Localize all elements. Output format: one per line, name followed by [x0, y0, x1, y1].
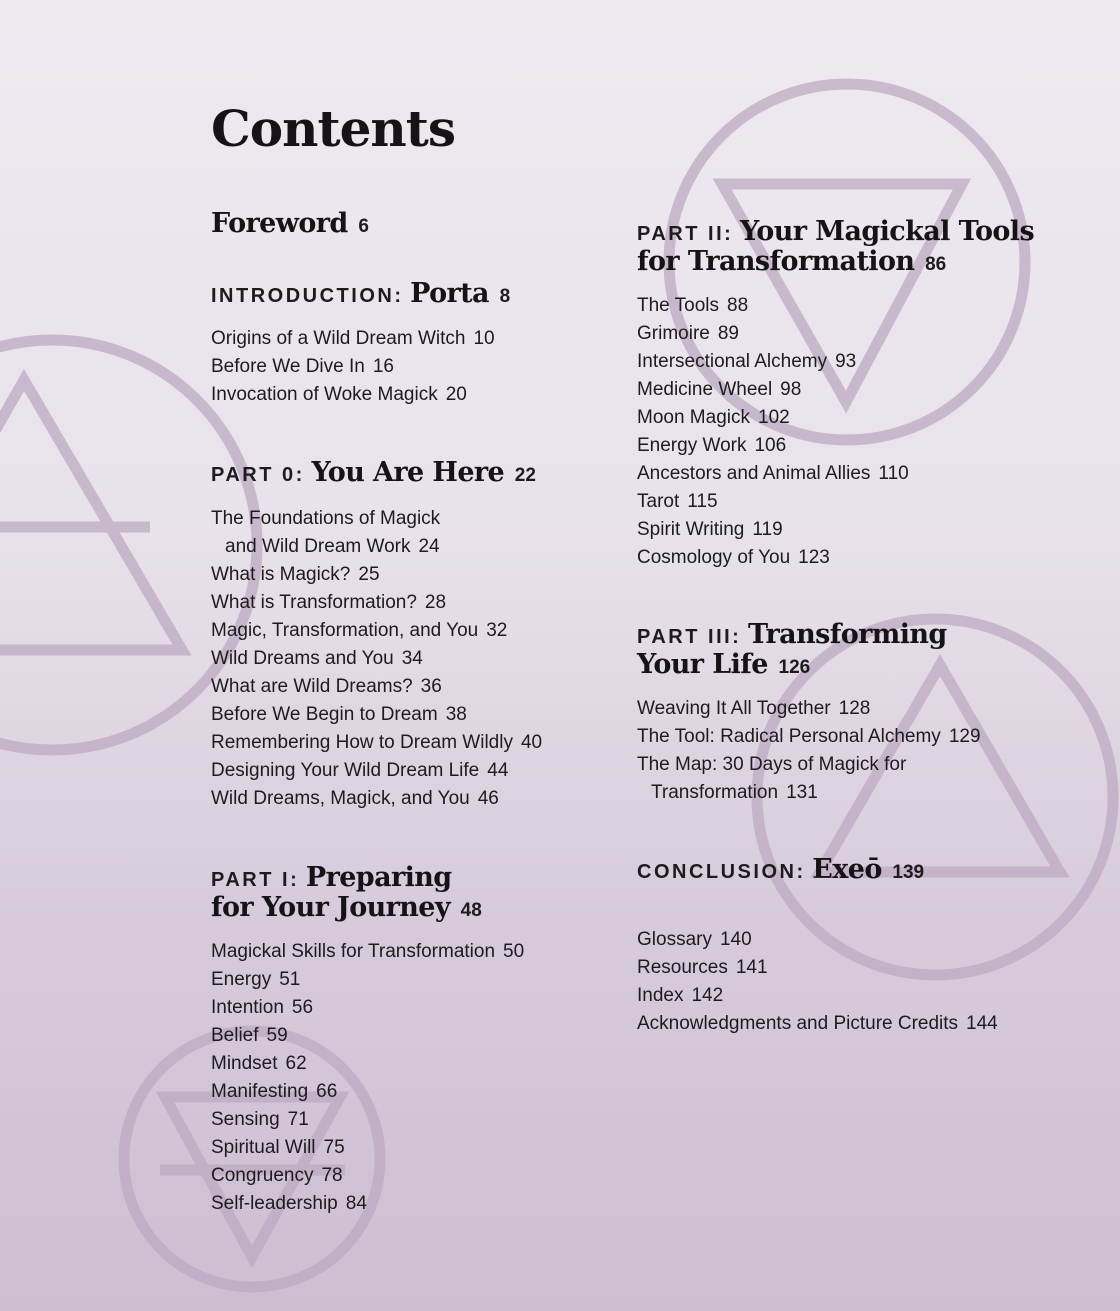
entry-page-number: 59 [266, 1025, 288, 1046]
section-prefix: PART III: [637, 626, 742, 648]
entry-page-number: 75 [323, 1137, 345, 1158]
section-backmatter [637, 926, 998, 1038]
section-page: 86 [925, 254, 947, 275]
entry-title: Index [637, 985, 684, 1006]
entry-title: The Tools [637, 295, 720, 316]
entry-title: and Wild Dream Work [225, 536, 411, 557]
entry-title: Spirit Writing [637, 519, 745, 540]
entry-page-number: 38 [445, 704, 467, 725]
section-prefix: PART II: [637, 223, 734, 245]
section-heading[interactable] [637, 856, 924, 887]
toc-entry[interactable] [637, 544, 1034, 572]
section-part-3 [637, 621, 981, 807]
entry-title: Manifesting [211, 1081, 309, 1102]
toc-entry[interactable] [637, 1010, 998, 1038]
entry-list [211, 505, 542, 813]
entry-page-number: 25 [358, 564, 380, 585]
section-introduction [211, 280, 510, 409]
toc-entry[interactable] [637, 723, 981, 751]
entry-page-number: 89 [717, 323, 739, 344]
entry-page-number: 110 [878, 463, 909, 484]
section-title-line-2: Your Life [637, 649, 768, 680]
entry-page-number: 129 [948, 726, 981, 747]
toc-entry[interactable] [211, 645, 542, 673]
section-foreword[interactable] [211, 210, 369, 241]
entry-page-number: 106 [754, 435, 787, 456]
entry-page-number: 34 [401, 648, 423, 669]
section-heading[interactable] [211, 459, 542, 490]
entry-title: Medicine Wheel [637, 379, 773, 400]
entry-page-number: 93 [835, 351, 857, 372]
entry-page-number: 140 [719, 929, 752, 950]
entry-page-number: 46 [477, 788, 499, 809]
entry-page-number: 131 [786, 782, 818, 803]
section-prefix: INTRODUCTION: [211, 285, 404, 307]
foreword-title: Foreword [211, 208, 348, 239]
entry-title: Intersectional Alchemy [637, 351, 828, 372]
toc-entry[interactable] [211, 757, 542, 785]
foreword-page: 6 [358, 216, 369, 237]
entry-page-number: 36 [420, 676, 442, 697]
section-part-2 [637, 218, 1034, 572]
entry-title: Magickal Skills for Transformation [211, 941, 496, 962]
entry-page-number: 10 [473, 328, 495, 349]
entry-page-number: 24 [418, 536, 440, 557]
entry-page-number: 32 [486, 620, 508, 641]
section-title-line-1: Preparing [305, 862, 452, 893]
entry-page-number: 98 [780, 379, 802, 400]
entry-list [637, 292, 1034, 572]
entry-page-number: 119 [752, 519, 783, 540]
toc-entry[interactable] [211, 1134, 524, 1162]
section-heading[interactable] [637, 218, 1034, 279]
toc-entry[interactable] [211, 353, 510, 381]
section-title-line-1: Transforming [748, 619, 947, 650]
toc-entry[interactable] [211, 966, 524, 994]
section-part-0 [211, 459, 542, 813]
toc-entry[interactable] [211, 1190, 524, 1218]
entry-page-number: 123 [798, 547, 830, 568]
section-prefix: PART 0: [211, 464, 305, 486]
toc-entry[interactable] [211, 1078, 524, 1106]
toc-entry-continuation[interactable] [211, 533, 542, 561]
page-title: Contents [211, 99, 456, 158]
entry-page-number: 141 [735, 957, 768, 978]
section-title-line-2: for Transformation [637, 246, 915, 277]
toc-entry[interactable] [211, 1050, 524, 1078]
entry-title: Energy Work [637, 435, 747, 456]
entry-page-number: 16 [372, 356, 394, 377]
toc-entry[interactable] [211, 1162, 524, 1190]
entry-title: What is Magick? [211, 564, 351, 585]
entry-title: Moon Magick [637, 407, 750, 428]
section-prefix: PART I: [211, 869, 300, 891]
section-title-line-2: for Your Journey [211, 892, 450, 923]
toc-entry[interactable] [211, 325, 510, 353]
entry-page-number: 71 [287, 1109, 309, 1130]
section-page: 48 [460, 900, 482, 921]
section-title: Exeō [812, 854, 882, 885]
entry-page-number: 50 [503, 941, 525, 962]
entry-title: Self-leadership [211, 1193, 338, 1214]
entry-page-number: 51 [279, 969, 301, 990]
entry-title: Spiritual Will [211, 1137, 316, 1158]
entry-page-number: 66 [316, 1081, 338, 1102]
entry-page-number: 128 [838, 698, 871, 719]
entry-title: Remembering How to Dream Wildly [211, 732, 513, 753]
section-title-line-1: Your Magickal Tools [739, 216, 1035, 247]
toc-entry-continuation[interactable] [637, 779, 981, 807]
entry-title: Transformation [651, 782, 779, 803]
section-heading[interactable] [637, 621, 981, 682]
entry-title: Glossary [637, 929, 712, 950]
toc-entry[interactable] [637, 954, 998, 982]
entry-page-number: 56 [291, 997, 314, 1018]
entry-title: Wild Dreams and You [211, 648, 394, 669]
entry-page-number: 28 [424, 592, 447, 613]
section-page: 126 [778, 657, 811, 678]
entry-title: Ancestors and Animal Allies [637, 463, 871, 484]
entry-page-number: 40 [520, 732, 543, 753]
section-title: You Are Here [311, 457, 505, 488]
section-title: Porta [410, 278, 489, 309]
toc-entry[interactable] [637, 488, 1034, 516]
section-heading[interactable] [211, 864, 524, 925]
toc-entry[interactable] [637, 695, 981, 723]
section-conclusion [637, 856, 924, 887]
toc-entry[interactable] [211, 729, 542, 757]
entry-page-number: 115 [687, 491, 718, 512]
entry-title: Wild Dreams, Magick, and You [211, 788, 470, 809]
section-heading[interactable] [211, 280, 510, 311]
entry-title: Designing Your Wild Dream Life [211, 760, 480, 781]
entry-list [211, 325, 510, 409]
toc-entry[interactable] [637, 320, 1034, 348]
entry-page-number: 78 [321, 1165, 343, 1186]
entry-title: The Map: 30 Days of Magick for [637, 754, 907, 775]
toc-entry[interactable] [211, 617, 542, 645]
toc-entry[interactable] [637, 404, 1034, 432]
entry-title: What are Wild Dreams? [211, 676, 413, 697]
entry-title: The Foundations of Magick [211, 508, 441, 529]
entry-page-number: 62 [285, 1053, 307, 1074]
toc-entry[interactable] [637, 516, 1034, 544]
entry-title: Weaving It All Together [637, 698, 831, 719]
entry-page-number: 44 [487, 760, 509, 781]
toc-entry[interactable] [211, 785, 542, 813]
toc-entry[interactable] [211, 1106, 524, 1134]
entry-title: Energy [211, 969, 272, 990]
entry-title: Grimoire [637, 323, 710, 344]
toc-entry[interactable] [637, 292, 1034, 320]
toc-entry[interactable] [211, 701, 542, 729]
entry-title: Intention [211, 997, 284, 1018]
toc-entry[interactable] [637, 982, 998, 1010]
entry-page-number: 102 [758, 407, 790, 428]
entry-title: Before We Begin to Dream [211, 704, 438, 725]
entry-title: Mindset [211, 1053, 278, 1074]
toc-entry[interactable] [211, 561, 542, 589]
entry-title: Acknowledgments and Picture Credits [637, 1013, 959, 1034]
section-part-1 [211, 864, 524, 1218]
section-page: 22 [514, 465, 536, 486]
entry-title: Tarot [637, 491, 680, 512]
entry-title: Belief [211, 1025, 259, 1046]
toc-entry[interactable] [211, 994, 524, 1022]
entry-title: The Tool: Radical Personal Alchemy [637, 726, 941, 747]
entry-page-number: 84 [345, 1193, 367, 1214]
toc-entry[interactable] [211, 381, 510, 409]
entry-title: Sensing [211, 1109, 280, 1130]
toc-entry[interactable] [637, 376, 1034, 404]
entry-page-number: 142 [691, 985, 724, 1006]
toc-entry[interactable] [637, 751, 981, 779]
entry-title: Congruency [211, 1165, 314, 1186]
toc-entry[interactable] [637, 348, 1034, 376]
entry-title: Cosmology of You [637, 547, 791, 568]
entry-title: Invocation of Woke Magick [211, 384, 438, 405]
entry-list [637, 695, 981, 807]
entry-title: Magic, Transformation, and You [211, 620, 479, 641]
entry-page-number: 88 [727, 295, 749, 316]
entry-title: Before We Dive In [211, 356, 365, 377]
toc-entry[interactable] [211, 1022, 524, 1050]
section-prefix: CONCLUSION: [637, 861, 806, 883]
section-page: 8 [499, 286, 511, 307]
entry-page-number: 20 [445, 384, 467, 405]
section-page: 139 [892, 862, 925, 883]
entry-page-number: 144 [966, 1013, 998, 1034]
toc-entry[interactable] [211, 589, 542, 617]
toc-entry[interactable] [637, 432, 1034, 460]
toc-entry[interactable] [637, 926, 998, 954]
toc-entry[interactable] [211, 938, 524, 966]
toc-entry[interactable] [211, 673, 542, 701]
entry-title: Resources [637, 957, 728, 978]
entry-title: Origins of a Wild Dream Witch [211, 328, 466, 349]
toc-entry[interactable] [211, 505, 542, 533]
toc-entry[interactable] [637, 460, 1034, 488]
entry-list [211, 938, 524, 1218]
entry-list [637, 926, 998, 1038]
entry-title: What is Transformation? [211, 592, 417, 613]
